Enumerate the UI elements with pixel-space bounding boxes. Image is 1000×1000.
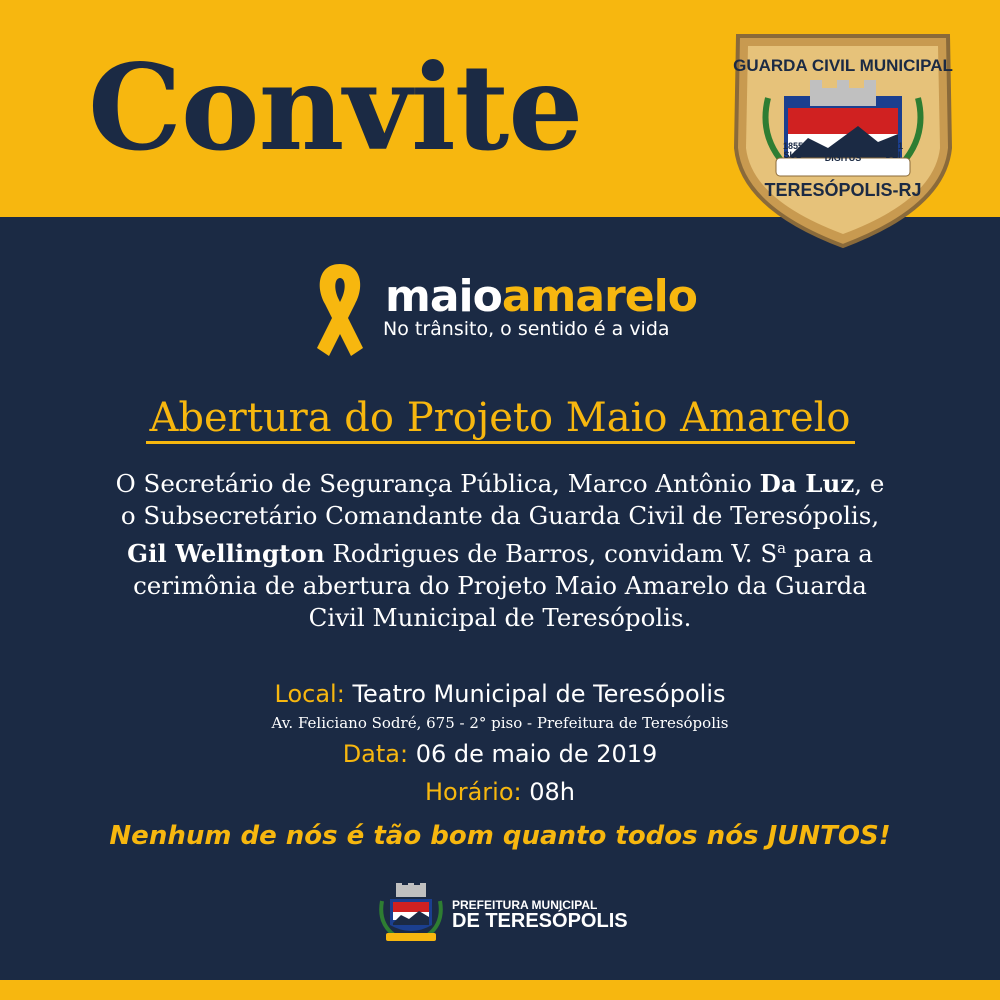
badge-scroll-left: SUB [783, 150, 803, 160]
body-line-3c: para a [786, 539, 873, 569]
motto: Nenhum de nós é tão bom quanto todos nós JUNTOS! [109, 821, 891, 851]
headline [0, 392, 1000, 444]
body-line-1a: O Secretário de Segurança Pública, Marco Antônio [115, 469, 760, 498]
body-line-1c: , e [854, 469, 885, 498]
body-line-4: cerimônia de abertura do Projeto Maio Amarelo da Guarda [133, 571, 867, 601]
badge-top-text: GUARDA CIVIL MUNICIPAL [733, 56, 953, 75]
body-line-2: o Subsecretário Comandante da Guarda Civil de Teresópolis, [120, 501, 880, 530]
badge-scroll-right: DEI [885, 150, 901, 160]
campaign-logo-text [385, 272, 697, 322]
page-title: Convite [88, 38, 583, 177]
campaign-tagline: No trânsito, o sentido é a vida [383, 318, 670, 340]
prefeitura-coat-of-arms-icon [376, 883, 446, 949]
invitation-body [70, 468, 930, 634]
footer-line-2: DE TERESÓPOLIS [452, 910, 628, 932]
badge-bottom-text: TERESÓPOLIS-RJ [764, 180, 922, 200]
body-line-1 [70, 468, 930, 500]
yellow-ribbon-icon [305, 256, 375, 376]
secretary-surname: Da Luz [759, 469, 855, 498]
date-value: 06 de maio de 2019 [408, 740, 658, 768]
badge-year-right: 1891 [882, 141, 904, 151]
event-location [0, 680, 1000, 708]
body-line-3b: Rodrigues de Barros, convidam V. S [324, 539, 778, 569]
bottom-yellow-band [0, 980, 1000, 1000]
event-date [0, 740, 1000, 768]
body-line-5: Civil Municipal de Teresópolis. [308, 603, 692, 633]
local-value: Teatro Municipal de Teresópolis [344, 680, 726, 708]
guarda-civil-badge-icon [728, 18, 958, 250]
commander-name: Gil Wellington [127, 539, 325, 569]
local-label: Local: [274, 680, 345, 708]
body-line-3 [70, 532, 930, 570]
event-time [0, 778, 1000, 806]
body-line-3-sup: a [777, 539, 787, 557]
campaign-name-part1: maio [385, 271, 502, 322]
campaign-name-part2: amarelo [501, 271, 697, 322]
headline-text: Abertura do Projeto Maio Amarelo [146, 395, 855, 444]
event-address: Av. Feliciano Sodré, 675 - 2° piso - Prefeitura de Teresópolis [271, 714, 729, 732]
time-label: Horário: [425, 778, 522, 806]
badge-scroll-mid: DIGITUS [824, 153, 862, 163]
badge-year-left: 1855 [782, 141, 804, 151]
footer-line-1: PREFEITURA MUNICIPAL [452, 898, 598, 912]
date-label: Data: [342, 740, 409, 768]
time-value: 08h [521, 778, 575, 806]
